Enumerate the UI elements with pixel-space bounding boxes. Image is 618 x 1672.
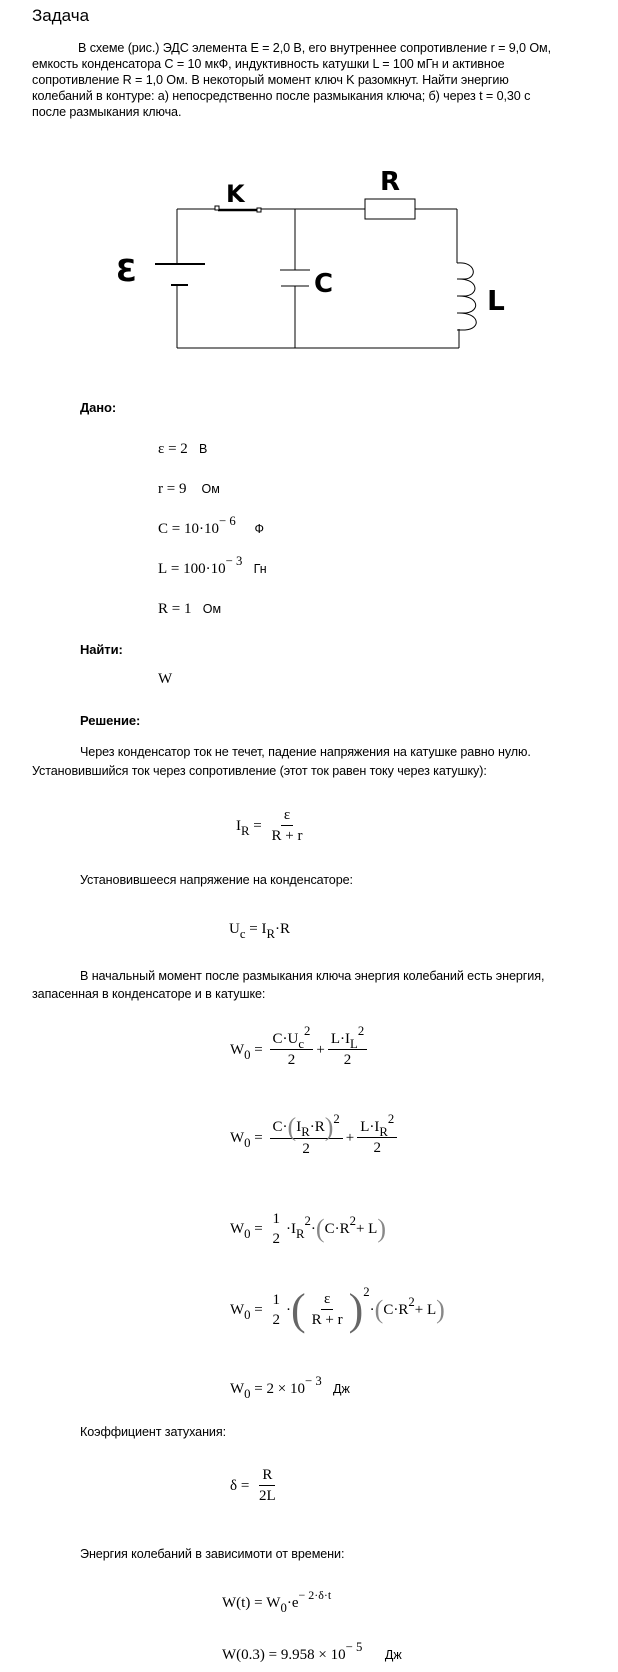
solution-p5: Энергия колебаний в зависимоти от времени: bbox=[80, 1547, 345, 1561]
circuit-diagram bbox=[0, 0, 618, 360]
switch-contact-right bbox=[257, 208, 261, 212]
switch-contact-left bbox=[215, 206, 219, 210]
label-capacitor: C bbox=[314, 269, 334, 299]
equation-energy-1: W 0 = $\frac{C\cdot U_c^2}{2}$ + $\frac{L\cdot I_L^2}{2}$ bbox=[230, 1030, 370, 1069]
problem-line-5: после размыкания ключа. bbox=[32, 105, 182, 119]
equation-energy-3: W 0 = 1 2 ·I R 2 · ( C·R 2 + L ) bbox=[230, 1211, 387, 1247]
solution-p1-line1: Через конденсатор ток не течет, падение напряжения на катушке равно нулю. bbox=[80, 745, 531, 759]
find-heading: Найти: bbox=[80, 642, 123, 657]
equation-energy-value: $W_0 = 2 \times 10^{- 3}$ Дж bbox=[230, 1374, 350, 1401]
solution-p2: Установившееся напряжение на конденсаторе: bbox=[80, 873, 353, 887]
solution-p3-line2: запасенная в конденсаторе и в катушке: bbox=[32, 987, 266, 1001]
page-title: Задача bbox=[32, 6, 90, 25]
equation-energy-time: $W(t) = W_0\cdot e^{- 2\cdot\delta\cdot t}$ bbox=[222, 1588, 332, 1615]
given-l: $L = 100\cdot 10^{- 3}$ Гн bbox=[158, 554, 267, 577]
given-c: $C = 10\cdot 10^{- 6}$ Ф bbox=[158, 514, 265, 537]
inductor-coil bbox=[457, 263, 476, 330]
equation-current: I R = $\frac{\varepsilon}{R + r}$ bbox=[236, 807, 303, 844]
solution-p4: Коэффициент затухания: bbox=[80, 1425, 226, 1439]
equation-result: $W(0.3) = 9.958 \times 10^{- 5}$ Дж bbox=[222, 1640, 402, 1663]
equation-damping: δ = $\frac{R}{2L}$ bbox=[230, 1467, 276, 1504]
label-emf: Ɛ bbox=[116, 254, 137, 289]
equation-voltage: $U_c = I_R\cdot R$ bbox=[229, 921, 290, 941]
problem-line-4: колебаний в контуре: а) непосредственно после размыкания ключа; б) через t = 0,30 с bbox=[32, 89, 531, 103]
problem-line-1: В схеме (рис.) ЭДС элемента E = 2,0 В, его внутреннее сопротивление r = 9,0 Ом, bbox=[78, 41, 552, 55]
given-emf: ε = 2 В bbox=[158, 441, 208, 457]
given-heading: Дано: bbox=[80, 400, 117, 415]
label-inductor: L bbox=[487, 284, 505, 317]
label-resistor: R bbox=[380, 167, 401, 197]
given-R: R = 1 Ом bbox=[158, 601, 222, 617]
given-r: r = 9 Ом bbox=[158, 481, 220, 497]
solution-p3-line1: В начальный момент после размыкания ключа энергия колебаний есть энергия, bbox=[80, 969, 545, 983]
problem-line-2: емкость конденсатора C = 10 мкФ, индуктивность катушки L = 100 мГн и активное bbox=[32, 57, 505, 71]
solution-heading: Решение: bbox=[80, 713, 141, 728]
resistor-body bbox=[365, 199, 415, 219]
problem-line-3: сопротивление R = 1,0 Ом. В некоторый момент ключ K разомкнут. Найти энергию bbox=[32, 73, 509, 87]
find-value: W bbox=[158, 671, 173, 687]
label-switch: K bbox=[226, 180, 245, 208]
equation-energy-2: W 0 = $\frac{C\cdot(I_R\cdot R)^2}{2}$ + $\frac{L\cdot I_R^2}{2}$ bbox=[230, 1118, 400, 1158]
solution-p1-line2: Установившийся ток через сопротивление (этот ток равен току через катушку): bbox=[32, 764, 487, 778]
equation-energy-4: W 0 = 1 2 · ( $\frac{\varepsilon}{R + r}$ ) 2 · ( C·R 2 + L ) bbox=[230, 1284, 445, 1334]
